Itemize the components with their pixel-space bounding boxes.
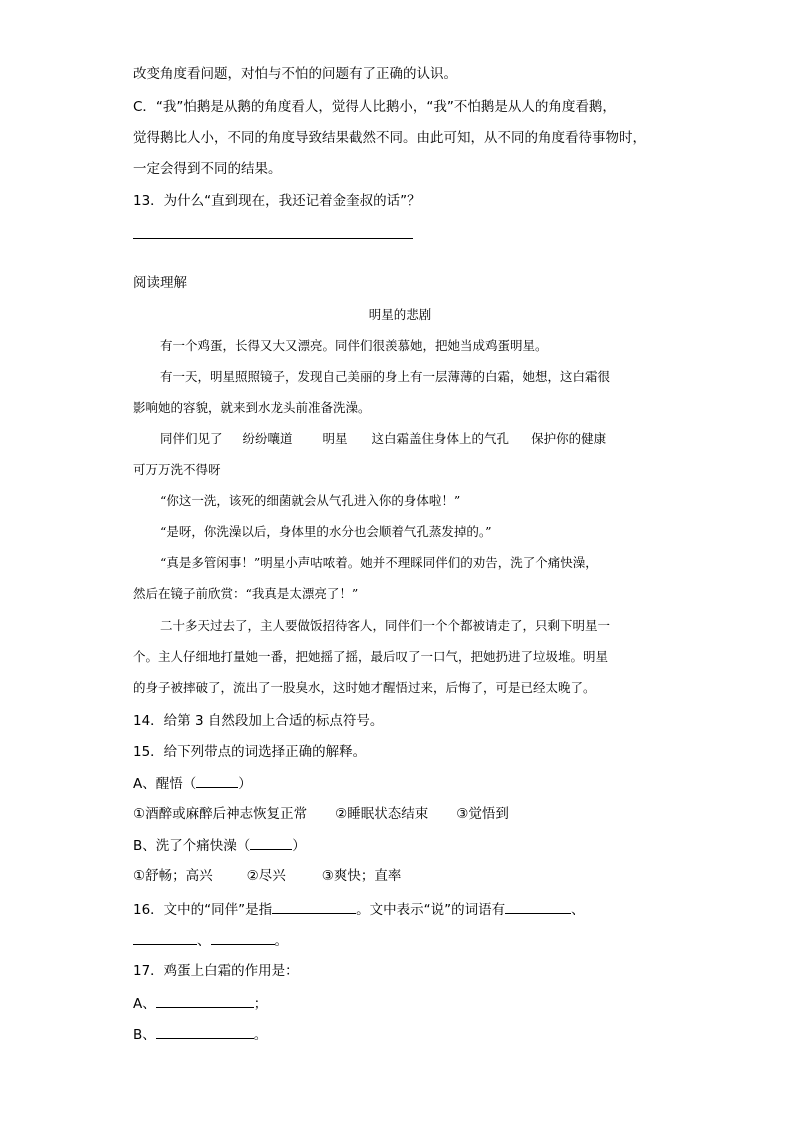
q17-a-blank[interactable] (156, 993, 254, 1008)
question-15-b (133, 835, 306, 856)
q17-b-end: 。 (253, 1027, 268, 1043)
p3-fragment: 保护你的健康 (531, 431, 607, 446)
question-14: 14．给第 3 自然段加上合适的标点符号。 (133, 713, 384, 729)
p3-fragment: 明星 (322, 431, 348, 446)
option-c-line-3: 一定会得到不同的结果。 (133, 161, 282, 177)
q15-a-label: A、醒悟（ (133, 776, 197, 792)
story-paragraph-6-line-2: 然后在镜子前欣赏：“我真是太漂亮了！” (133, 586, 359, 601)
q16-blank-say-2[interactable] (133, 930, 197, 945)
q17-a-end: ； (253, 996, 268, 1012)
q15-b-blank[interactable] (250, 835, 292, 850)
story-title: 明星的悲剧 (368, 307, 432, 322)
story-paragraph-1: 有一个鸡蛋，长得又大又漂亮。同伴们很羡慕她，把她当成鸡蛋明星。 (160, 338, 548, 353)
q15-a-option: ③觉悟到 (456, 806, 509, 822)
story-paragraph-2-line-1: 有一天，明星照照镜子，发现自己美丽的身上有一层薄薄的白霜，她想，这白霜很 (160, 369, 611, 384)
q16-blank-say-3[interactable] (211, 930, 275, 945)
story-paragraph-3-line-2: 可万万洗不得呀 (133, 462, 221, 477)
section-label: 阅读理解 (133, 275, 187, 291)
q17-a-label: A、 (133, 996, 156, 1012)
q17-b-label: B、 (133, 1027, 156, 1043)
story-paragraph-7-line-1: 二十多天过去了，主人要做饭招待客人，同伴们一个个都被请走了，只剩下明星一 (160, 618, 611, 633)
q16-blank-companion[interactable] (272, 899, 356, 914)
q16-part-2: 。文中表示“说”的词语有 (356, 902, 506, 918)
q15-a-close: ） (238, 776, 252, 792)
story-paragraph-7-line-3: 的身子被摔破了，流出了一股臭水，这时她才醒悟过来，后悔了，可是已经太晚了。 (133, 680, 596, 695)
q16-end: 。 (274, 933, 288, 949)
answer-line-q13[interactable] (133, 238, 413, 239)
question-17-a (133, 993, 267, 1014)
question-13: 13．为什么“直到现在，我还记着金奎叔的话”？ (133, 193, 421, 209)
story-paragraph-4: “你这一洗，该死的细菌就会从气孔进入你的身体啦！” (160, 493, 461, 508)
option-c-line-2: 觉得鹅比人小，不同的角度导致结果截然不同。由此可知，从不同的角度看待事物时， (133, 130, 646, 146)
story-paragraph-6-line-1: “真是多管闲事！”明星小声咕哝着。她并不理睬同伴们的劝告，洗了个痛快澡， (160, 555, 598, 570)
p3-fragment: 这白霜盖住身体上的气孔 (371, 431, 510, 446)
q15-a-option: ②睡眠状态结束 (335, 806, 429, 822)
story-paragraph-2-line-2: 影响她的容貌，就来到水龙头前准备洗澡。 (133, 400, 371, 415)
question-15: 15．给下列带点的词选择正确的解释。 (133, 744, 367, 760)
question-15-a (133, 773, 252, 794)
q16-part-1: 16．文中的“同伴”是指 (133, 902, 273, 918)
q15-b-close: ） (292, 838, 306, 854)
q15-b-option: ②尽兴 (246, 868, 286, 884)
option-c-line-1: C．“我”怕鹅是从鹅的角度看人，觉得人比鹅小，“我”不怕鹅是从人的角度看鹅， (133, 99, 616, 115)
question-17-b (133, 1024, 267, 1045)
q15-a-option: ①酒醉或麻醉后神志恢复正常 (133, 806, 308, 822)
question-15-a-options (133, 804, 509, 824)
q15-b-label: B、洗了个痛快澡（ (133, 838, 251, 854)
story-paragraph-5: “是呀，你洗澡以后，身体里的水分也会顺着气孔蒸发掉的。” (160, 524, 492, 539)
q16-blank-say-1[interactable] (505, 899, 571, 914)
q15-b-option: ③爽快；直率 (321, 868, 402, 884)
question-16-line-1 (133, 899, 585, 920)
question-16-line-2 (133, 930, 288, 951)
q17-b-blank[interactable] (156, 1024, 254, 1039)
answer-text-line: 改变角度看问题，对怕与不怕的问题有了正确的认识。 (133, 66, 457, 82)
p3-fragment: 同伴们见了 (160, 431, 223, 446)
q16-separator: 、 (197, 933, 211, 949)
q15-a-blank[interactable] (196, 773, 238, 788)
q16-part-3: 、 (571, 902, 585, 918)
question-17: 17．鸡蛋上白霜的作用是： (133, 963, 299, 979)
p3-fragment: 纷纷嚷道 (242, 431, 293, 446)
story-paragraph-3-line-1 (160, 430, 606, 448)
q15-b-option: ①舒畅；高兴 (133, 868, 213, 884)
question-15-b-options (133, 866, 401, 886)
story-paragraph-7-line-2: 个。主人仔细地打量她一番，把她摇了摇，最后叹了一口气，把她扔进了垃圾堆。明星 (133, 649, 609, 664)
